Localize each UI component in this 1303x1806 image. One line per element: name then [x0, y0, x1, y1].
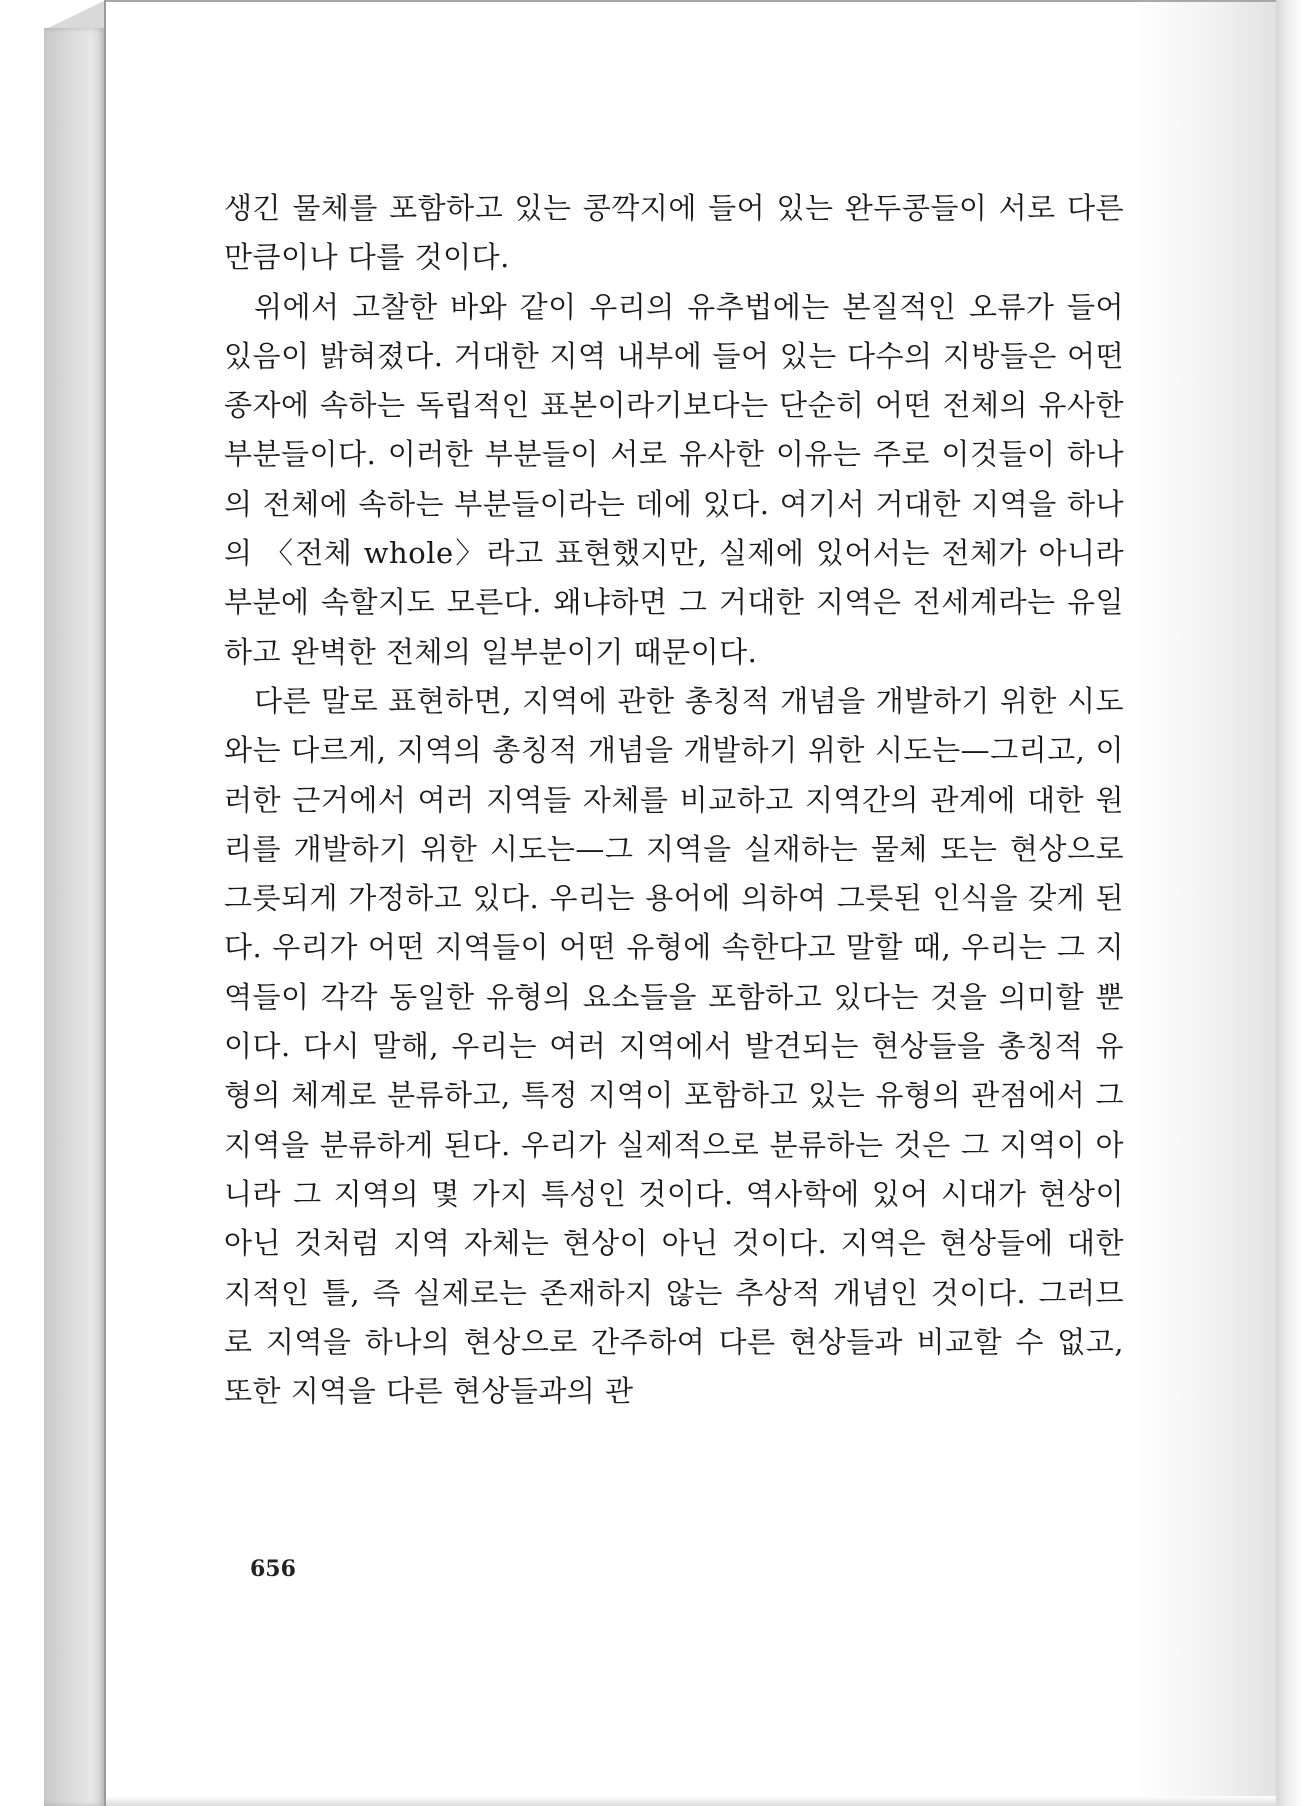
paragraph-1: 생긴 물체를 포함하고 있는 콩깍지에 들어 있는 완두콩들이 서로 다른 만큼이나 다를 것이다.: [224, 191, 1124, 275]
book-spine-top: [44, 0, 106, 30]
page-number: 656: [250, 1556, 296, 1582]
page-bottom-edge: [106, 1796, 1276, 1806]
page-text-body: [224, 184, 1124, 1416]
paragraph-3: 다른 말로 표현하면, 지역에 관한 총칭적 개념을 개발하기 위한 시도와는 다르게, 지역의 총칭적 개념을 개발하기 위한 시도는—그리고, 이러한 근거에서 여러 지역들 자체를 비교하고 지역간의 관계에 대한 원리를 개발하기 위한 시도는—그 지역을 실재하는 물체 또는 현상으로 그릇되게 가정하고 있다. 우리는 용어에 의하여 그릇된 인식을 갖게 된다. 우리가 어떤 지역들이 어떤 유형에 속한다고 말할 때, 우리는 그 지역들이 각각 동일한 유형의 요소들을 포함하고 있다는 것을 의미할 뿐이다. 다시 말해, 우리는 여러 지역에서 발견되는 현상들을 총칭적 유형의 체계로 분류하고, 특정 지역이 포함하고 있는 유형의 관점에서 그 지역을 분류하게 된다. 우리가 실제적으로 분류하는 것은 그 지역이 아니라 그 지역의 몇 가지 특성인 것이다. 역사학에 있어 시대가 현상이 아닌 것처럼 지역 자체는 현상이 아닌 것이다. 지역은 현상들에 대한 지적인 틀, 즉 실제로는 존재하지 않는 추상적 개념인 것이다. 그러므로 지역을 하나의 현상으로 간주하여 다른 현상들과 비교할 수 없고, 또한 지역을 다른 현상들과의 관: [224, 683, 1124, 1409]
book-spine: [44, 28, 106, 1806]
paragraph-2: 위에서 고찰한 바와 같이 우리의 유추법에는 본질적인 오류가 들어 있음이 밝혀졌다. 거대한 지역 내부에 들어 있는 다수의 지방들은 어떤 종자에 속하는 독립적인 표본이라기보다는 단순히 어떤 전체의 유사한 부분들이다. 이러한 부분들이 서로 유사한 이유는 주로 이것들이 하나의 전체에 속하는 부분들이라는 데에 있다. 여기서 거대한 지역을 하나의 〈전체 whole〉라고 표현했지만, 실제에 있어서는 전체가 아니라 부분에 속할지도 모른다. 왜냐하면 그 거대한 지역은 전세계라는 유일하고 완벽한 전체의 일부분이기 때문이다.: [224, 289, 1124, 669]
page-edge-shadow: [1276, 0, 1303, 1806]
